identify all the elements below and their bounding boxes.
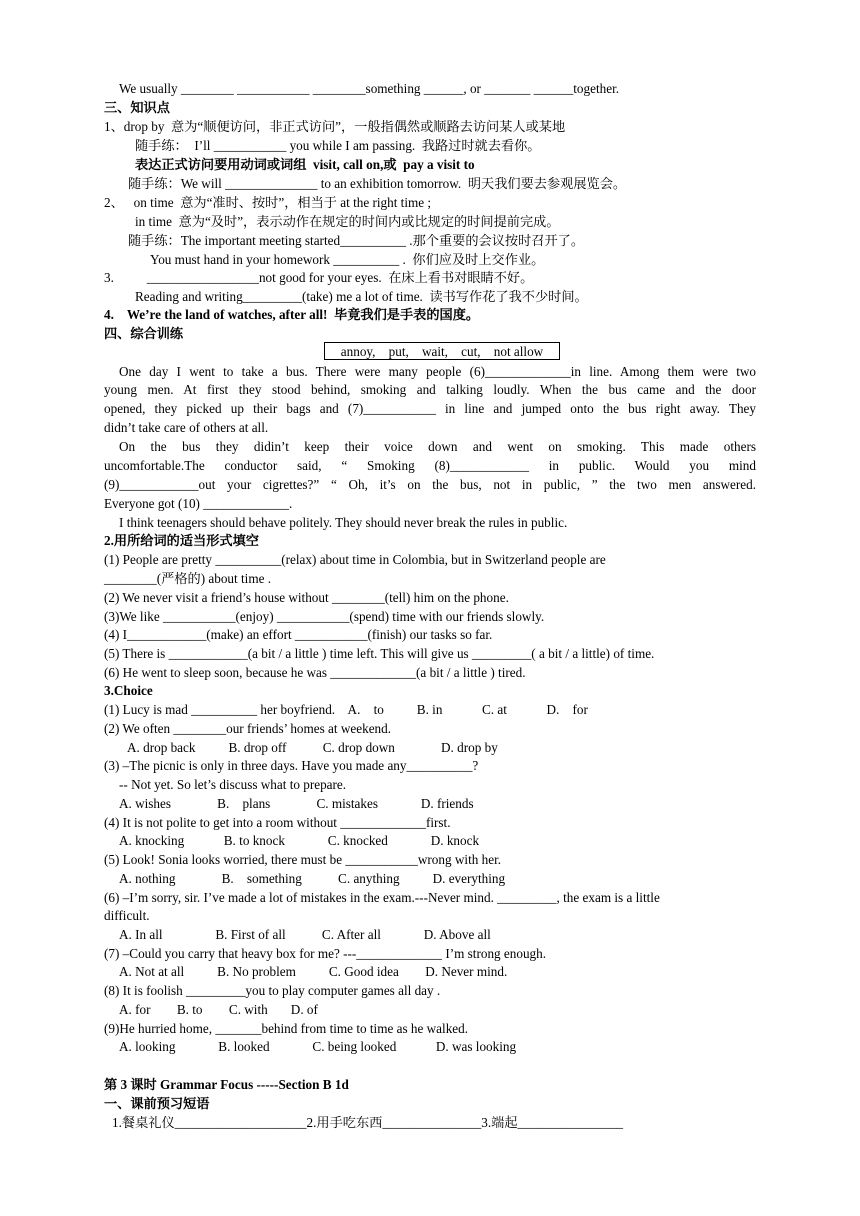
question-line: -- Not yet. So let’s discuss what to prepare. — [119, 777, 347, 792]
text-line: Reading and writing_________(take) me a lot of time. 读书写作花了我不少时间。 — [135, 289, 588, 304]
question-line: (8) It is foolish _________you to play computer games all day . — [104, 983, 441, 998]
section-heading: 2.用所给词的适当形式填空 — [104, 533, 259, 548]
options-line: A. wishes B. plans C. mistakes D. friends — [119, 796, 474, 811]
text-line: 2、 on time 意为“准时、按时”，相当于 at the right time ; — [104, 195, 432, 210]
exercise-line: (3)We like ___________(enjoy) ___________(spend) time with our friends slowly. — [104, 609, 545, 624]
passage-line: Everyone got (10) _____________. — [104, 496, 293, 511]
section-heading: 一、课前预习短语 — [104, 1096, 210, 1111]
question-line: (2) We often ________our friends’ homes at weekend. — [104, 721, 392, 736]
text-line-bold: 4. We’re the land of watches, after all! 毕竟我们是手表的国度。 — [104, 307, 480, 322]
passage-line: One day I went to take a bus. There were many people (6)_____________in line. Among them were two — [119, 364, 756, 379]
question-line: difficult. — [104, 908, 150, 923]
text-line: 随手练：We will ______________ to an exhibition tomorrow. 明天我们要去参观展览会。 — [128, 176, 627, 191]
passage-line: opened, they picked up their bags and (7)___________ in line and jumped onto the bus right away. They — [104, 401, 756, 416]
passage-line: young men. At first they stood behind, smoking and talking loudly. When the bus came and the door — [104, 382, 756, 397]
exercise-line: (1) People are pretty __________(relax) about time in Colombia, but in Switzerland people are — [104, 552, 606, 567]
text-line: We usually ________ ___________ ________something ______, or _______ ______together. — [119, 81, 620, 96]
options-line: A. In all B. First of all C. After all D. Above all — [119, 927, 491, 942]
passage-line: didn’t take care of others at all. — [104, 420, 269, 435]
section-heading: 三、知识点 — [104, 100, 170, 115]
question-line: (7) –Could you carry that heavy box for me? ---_____________ I’m strong enough. — [104, 946, 547, 961]
passage-line: On the bus they didin’t keep their voice down and went on smoking. This made others — [119, 439, 756, 454]
options-line: A. knocking B. to knock C. knocked D. knock — [119, 833, 480, 848]
exercise-line: (6) He went to sleep soon, because he was _____________(a bit / a little ) tired. — [104, 665, 526, 680]
options-line: A. looking B. looked C. being looked D. was looking — [119, 1039, 517, 1054]
exercise-line: 1.餐桌礼仪____________________2.用手吃东西_______________3.端起________________ — [112, 1115, 624, 1130]
exercise-line: (2) We never visit a friend’s house without ________(tell) him on the phone. — [104, 590, 509, 605]
text-line: in time 意为“及时”，表示动作在规定的时间内或比规定的时间提前完成。 — [135, 214, 560, 229]
question-line: (6) –I’m sorry, sir. I’ve made a lot of mistakes in the exam.---Never mind. _________, the exam is a little — [104, 890, 660, 905]
question-line: (5) Look! Sonia looks worried, there must be ___________wrong with her. — [104, 852, 502, 867]
exercise-line: ________(严格的) about time . — [104, 571, 272, 586]
lesson-heading: 第 3 课时 Grammar Focus -----Section B 1d — [104, 1077, 349, 1092]
passage-line: I think teenagers should behave politely. They should never break the rules in public. — [119, 515, 568, 530]
text-line: You must hand in your homework __________ . 你们应及时上交作业。 — [150, 252, 545, 267]
options-line: A. for B. to C. with D. of — [119, 1002, 318, 1017]
word-bank: annoy, put, wait, cut, not allow — [340, 344, 544, 359]
word-bank-box — [324, 342, 560, 360]
exercise-line: (4) I____________(make) an effort ___________(finish) our tasks so far. — [104, 627, 493, 642]
section-heading: 3.Choice — [104, 683, 153, 698]
exercise-line: (5) There is ____________(a bit / a little ) time left. This will give us _________( a bit / a little) of time. — [104, 646, 655, 661]
question-line: (9)He hurried home, _______behind from time to time as he walked. — [104, 1021, 469, 1036]
options-line: A. drop back B. drop off C. drop down D. drop by — [127, 740, 498, 755]
text-line: 3. _________________not good for your eyes. 在床上看书对眼睛不好。 — [104, 270, 534, 285]
question-line: (1) Lucy is mad __________ her boyfriend. A. to B. in C. at D. for — [104, 702, 588, 717]
options-line: A. nothing B. something C. anything D. everything — [119, 871, 506, 886]
passage-line: (9)____________out your cigrettes?” “ Oh, it’s on the bus, not in public, ” the two men answered. — [104, 477, 756, 492]
text-line: 1、drop by 意为“顺便访问，非正式访问”，一般指偶然或顺路去访问某人或某地 — [104, 119, 566, 134]
text-line: 随手练：The important meeting started__________ .那个重要的会议按时召开了。 — [128, 233, 585, 248]
question-line: (3) –The picnic is only in three days. Have you made any__________? — [104, 758, 479, 773]
section-heading: 四、综合训练 — [104, 326, 184, 341]
question-line: (4) It is not polite to get into a room without _____________first. — [104, 815, 451, 830]
options-line: A. Not at all B. No problem C. Good idea D. Never mind. — [119, 964, 508, 979]
text-line: 随手练： I’ll ___________ you while I am passing. 我路过时就去看你。 — [135, 138, 541, 153]
passage-line: uncomfortable.The conductor said, “ Smoking (8)____________ in public. Would you mind — [104, 458, 756, 473]
text-line-bold: 表达正式访问要用动词或词组 visit, call on,或 pay a visit to — [135, 157, 475, 172]
